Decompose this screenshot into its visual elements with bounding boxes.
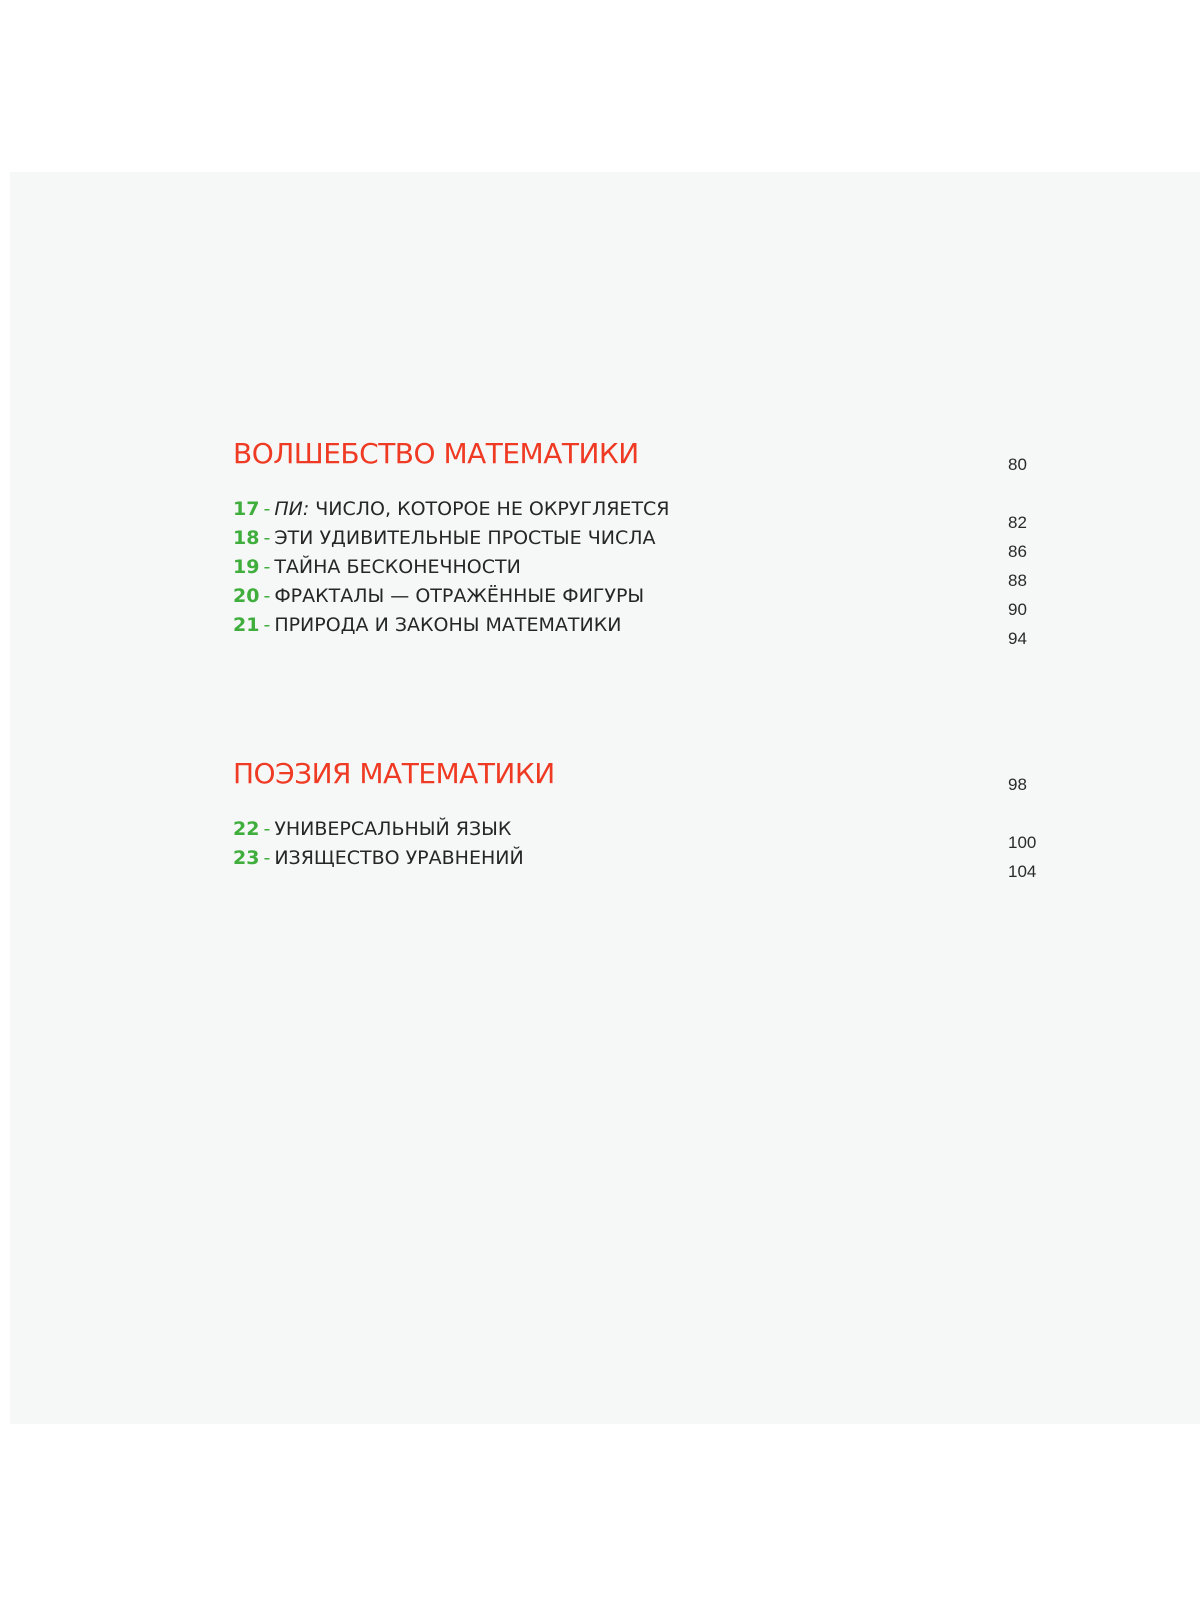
entry-page-number: 86 xyxy=(1008,542,1027,561)
toc-entry xyxy=(233,494,670,524)
entry-separator: - xyxy=(263,614,271,636)
entry-separator: - xyxy=(263,556,271,578)
entry-separator: - xyxy=(263,498,271,520)
entry-title: ТАЙНА БЕСКОНЕЧНОСТИ xyxy=(274,556,521,578)
entry-page-number: 88 xyxy=(1008,571,1027,590)
entry-title: ПРИРОДА И ЗАКОНЫ МАТЕМАТИКИ xyxy=(274,614,622,636)
entry-separator: - xyxy=(263,585,271,607)
toc-entry xyxy=(233,581,644,611)
entry-separator: - xyxy=(263,527,271,549)
section-page-poetry: 98 xyxy=(1008,775,1027,794)
entry-number: 20 xyxy=(233,585,260,607)
entry-page-number: 90 xyxy=(1008,600,1027,619)
entry-title: ИЗЯЩЕСТВО УРАВНЕНИЙ xyxy=(274,847,524,869)
entry-number: 17 xyxy=(233,498,260,520)
section-title-magic: ВОЛШЕБСТВО МАТЕМАТИКИ xyxy=(233,437,639,470)
entry-title: ЭТИ УДИВИТЕЛЬНЫЕ ПРОСТЫЕ ЧИСЛА xyxy=(274,527,656,549)
toc-entry xyxy=(233,610,621,640)
section-title-poetry: ПОЭЗИЯ МАТЕМАТИКИ xyxy=(233,757,555,790)
toc-entry xyxy=(233,814,511,844)
entry-page-number: 100 xyxy=(1008,833,1037,852)
entry-number: 23 xyxy=(233,847,260,869)
entry-title: ФРАКТАЛЫ — ОТРАЖЁННЫЕ ФИГУРЫ xyxy=(274,585,645,607)
section-page-magic: 80 xyxy=(1008,455,1027,474)
entry-page-number: 104 xyxy=(1008,862,1037,881)
entry-separator: - xyxy=(263,847,271,869)
entry-number: 18 xyxy=(233,527,260,549)
entry-number: 21 xyxy=(233,614,260,636)
entry-title: УНИВЕРСАЛЬНЫЙ ЯЗЫК xyxy=(274,818,512,840)
toc-entry xyxy=(233,552,521,582)
entry-separator: - xyxy=(263,818,271,840)
entry-prefix: ПИ: xyxy=(274,498,310,520)
toc-entry xyxy=(233,843,524,873)
entry-title: ЧИСЛО, КОТОРОЕ НЕ ОКРУГЛЯЕТСЯ xyxy=(309,498,670,520)
entry-page-number: 82 xyxy=(1008,513,1027,532)
entry-number: 19 xyxy=(233,556,260,578)
entry-number: 22 xyxy=(233,818,260,840)
toc-entry xyxy=(233,523,656,553)
entry-page-number: 94 xyxy=(1008,629,1027,648)
book-page xyxy=(10,172,1200,1424)
